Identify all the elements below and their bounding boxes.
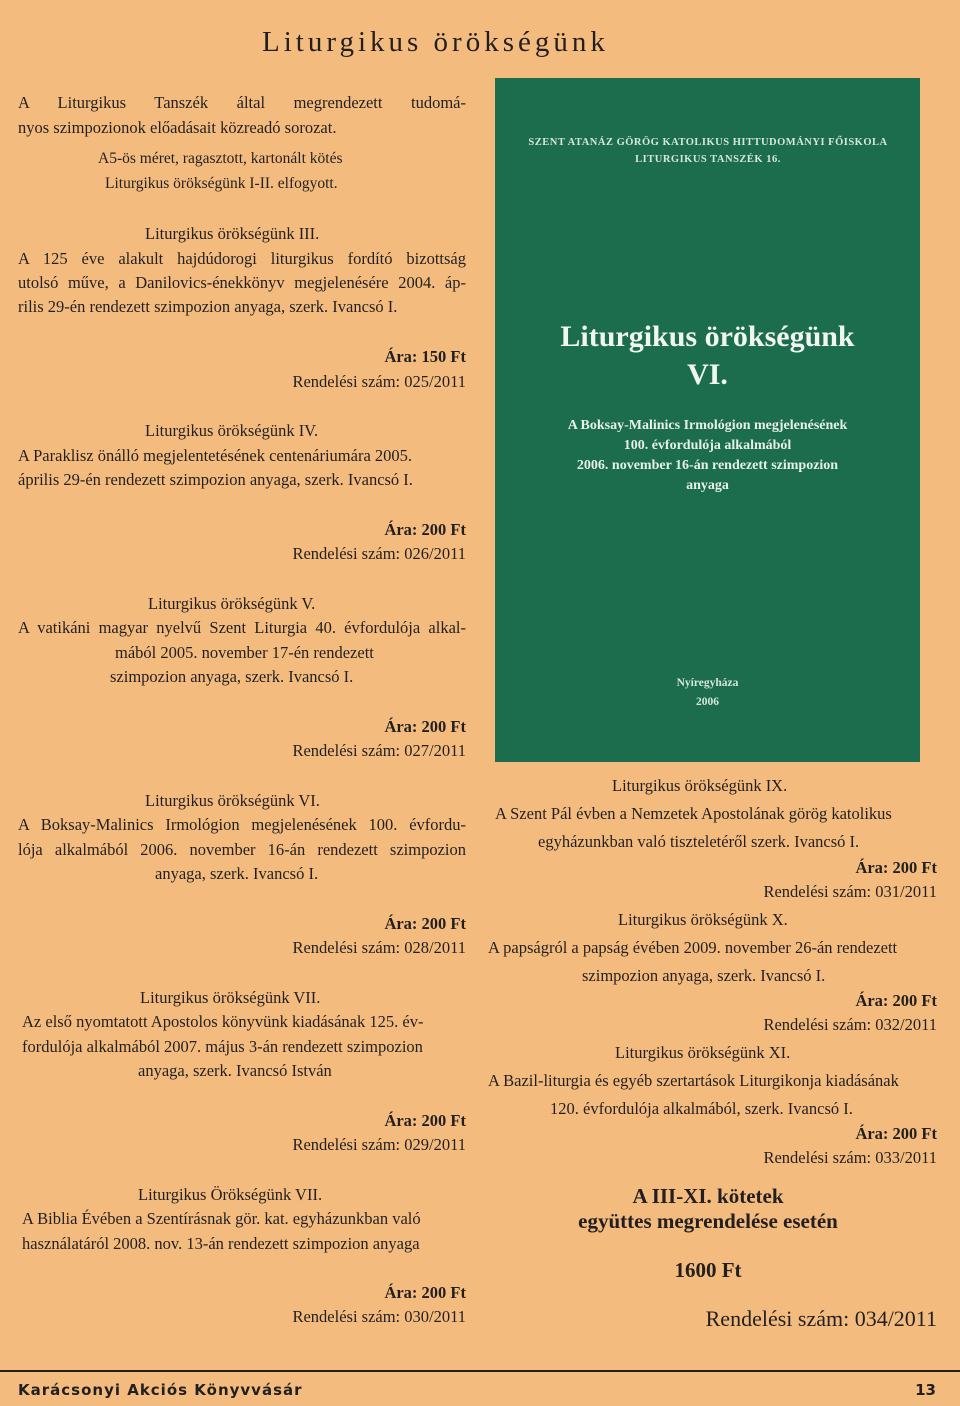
cover-place: Nyíregyháza [676, 677, 739, 689]
volume-desc: anyaga, szerk. Ivancsó I. [155, 864, 319, 883]
cover-footer [495, 674, 920, 712]
intro-line: Liturgikus örökségünk I-II. elfogyott. [105, 175, 338, 192]
bundle-heading: A III-XI. kötetek [632, 1184, 784, 1208]
cover-subtitle-line: 2006. november 16-án rendezett szimpozion [576, 458, 839, 473]
cover-subtitle-line: anyaga [686, 478, 729, 493]
volume-title: Liturgikus örökségünk III. [145, 224, 320, 243]
volume-desc: lója alkalmából 2006. november 16-án rendezett szimpozion [18, 840, 466, 859]
volume-desc: A 125 éve alakult hajdúdorogi liturgikus fordító bizottság [18, 249, 466, 268]
volume-desc: A papságról a papság évében 2009. november 26-án rendezett [488, 938, 898, 957]
volume-price: Ára: 200 Ft [384, 520, 466, 539]
volume-order-number: Rendelési szám: 026/2011 [292, 544, 466, 563]
intro-line: nyos szimpozionok előadásait közreadó sorozat. [18, 118, 337, 137]
volume-price: Ára: 200 Ft [855, 858, 937, 877]
cover-subtitle [525, 416, 890, 496]
volume-desc: fordulója alkalmából 2007. május 3-án rendezett szimpozion [22, 1037, 423, 1056]
cover-year: 2006 [696, 696, 719, 708]
intro-line: A5-ös méret, ragasztott, kartonált kötés [98, 150, 343, 167]
volume-price: Ára: 150 Ft [384, 347, 466, 366]
volume-title: Liturgikus örökségünk VII. [140, 988, 321, 1007]
volume-order-number: Rendelési szám: 027/2011 [292, 741, 466, 760]
volume-desc: egyházunkban való tiszteletéről szerk. Ivancsó I. [538, 832, 860, 851]
volume-desc: szimpozion anyaga, szerk. Ivancsó I. [582, 966, 826, 985]
volume-order-number: Rendelési szám: 029/2011 [292, 1135, 466, 1154]
volume-desc: utolsó műve, a Danilovics-énekkönyv megjelenésére 2004. áp- [18, 273, 466, 292]
volume-desc: szimpozion anyaga, szerk. Ivancsó I. [110, 667, 354, 686]
intro-line: A Liturgikus Tanszék által megrendezett tudomá- [18, 93, 466, 112]
volume-title: Liturgikus örökségünk X. [618, 910, 788, 929]
volume-title: Liturgikus örökségünk XI. [615, 1043, 791, 1062]
volume-desc: 120. évfordulója alkalmából, szerk. Ivancsó I. [550, 1099, 853, 1118]
volume-price: Ára: 200 Ft [855, 991, 937, 1010]
footer-divider [0, 1370, 960, 1372]
bundle-heading: együttes megrendelése esetén [578, 1209, 838, 1233]
volume-order-number: Rendelési szám: 025/2011 [292, 372, 466, 391]
volume-desc: rilis 29-én rendezett szimpozion anyaga, szerk. Ivancsó I. [18, 297, 398, 316]
volume-price: Ára: 200 Ft [384, 717, 466, 736]
volume-price: Ára: 200 Ft [384, 1111, 466, 1130]
page-title: Liturgikus örökségünk [262, 26, 609, 58]
volume-desc: A Szent Pál évben a Nemzetek Apostolának görög katolikus [495, 804, 892, 823]
volume-desc: használatáról 2008. nov. 13-án rendezett szimpozion anyaga [22, 1234, 420, 1253]
cover-title-volume: VI. [687, 358, 728, 391]
volume-title: Liturgikus örökségünk IX. [612, 776, 788, 795]
volume-order-number: Rendelési szám: 032/2011 [763, 1015, 937, 1034]
volume-desc: mából 2005. november 17-én rendezett [115, 643, 374, 662]
volume-desc: A Boksay-Malinics Irmológion megjelenésének 100. évfordu- [18, 815, 466, 834]
cover-subtitle-line: A Boksay-Malinics Irmológion megjelenésének [567, 418, 848, 433]
volume-price: Ára: 200 Ft [384, 914, 466, 933]
volume-price: Ára: 200 Ft [855, 1124, 937, 1143]
volume-title: Liturgikus örökségünk V. [148, 594, 316, 613]
bundle-order-number: Rendelési szám: 034/2011 [705, 1306, 937, 1331]
volume-desc: A Paraklisz önálló megjelentetésének centenáriumára 2005. [18, 446, 413, 465]
cover-header [513, 134, 903, 168]
footer-label: Karácsonyi Akciós Könyvvásár [18, 1381, 303, 1399]
cover-header-series: LITURGIKUS TANSZÉK 16. [635, 154, 781, 165]
volume-order-number: Rendelési szám: 033/2011 [763, 1148, 937, 1167]
volume-title: Liturgikus örökségünk VI. [145, 791, 320, 810]
cover-subtitle-line: 100. évfordulója alkalmából [623, 438, 792, 453]
volume-order-number: Rendelési szám: 030/2011 [292, 1307, 466, 1326]
volume-desc: A vatikáni magyar nyelvű Szent Liturgia 40. évfordulója alkal- [18, 618, 466, 637]
volume-title: Liturgikus örökségünk IV. [145, 421, 319, 440]
volume-order-number: Rendelési szám: 031/2011 [763, 882, 937, 901]
volume-order-number: Rendelési szám: 028/2011 [292, 938, 466, 957]
bundle-price: 1600 Ft [674, 1258, 742, 1282]
cover-header-institution: SZENT ATANÁZ GÖRÖG KATOLIKUS HITTUDOMÁNYI FŐISKOLA [528, 137, 888, 148]
volume-desc: április 29-én rendezett szimpozion anyaga, szerk. Ivancsó I. [18, 470, 413, 489]
volume-desc: anyaga, szerk. Ivancsó István [138, 1061, 332, 1080]
volume-desc: A Bazil-liturgia és egyéb szertartások Liturgikonja kiadásának [488, 1071, 899, 1090]
volume-title: Liturgikus Örökségünk VII. [138, 1185, 323, 1204]
cover-title-line: Liturgikus örökségünk [560, 320, 855, 353]
page-number: 13 [915, 1381, 936, 1399]
book-cover-image [495, 78, 920, 762]
volume-desc: A Biblia Évében a Szentírásnak gör. kat. egyházunkban való [22, 1209, 421, 1228]
volume-desc: Az első nyomtatott Apostolos könyvünk kiadásának 125. év- [22, 1012, 424, 1031]
volume-price: Ára: 200 Ft [384, 1283, 466, 1302]
cover-title [495, 318, 920, 394]
